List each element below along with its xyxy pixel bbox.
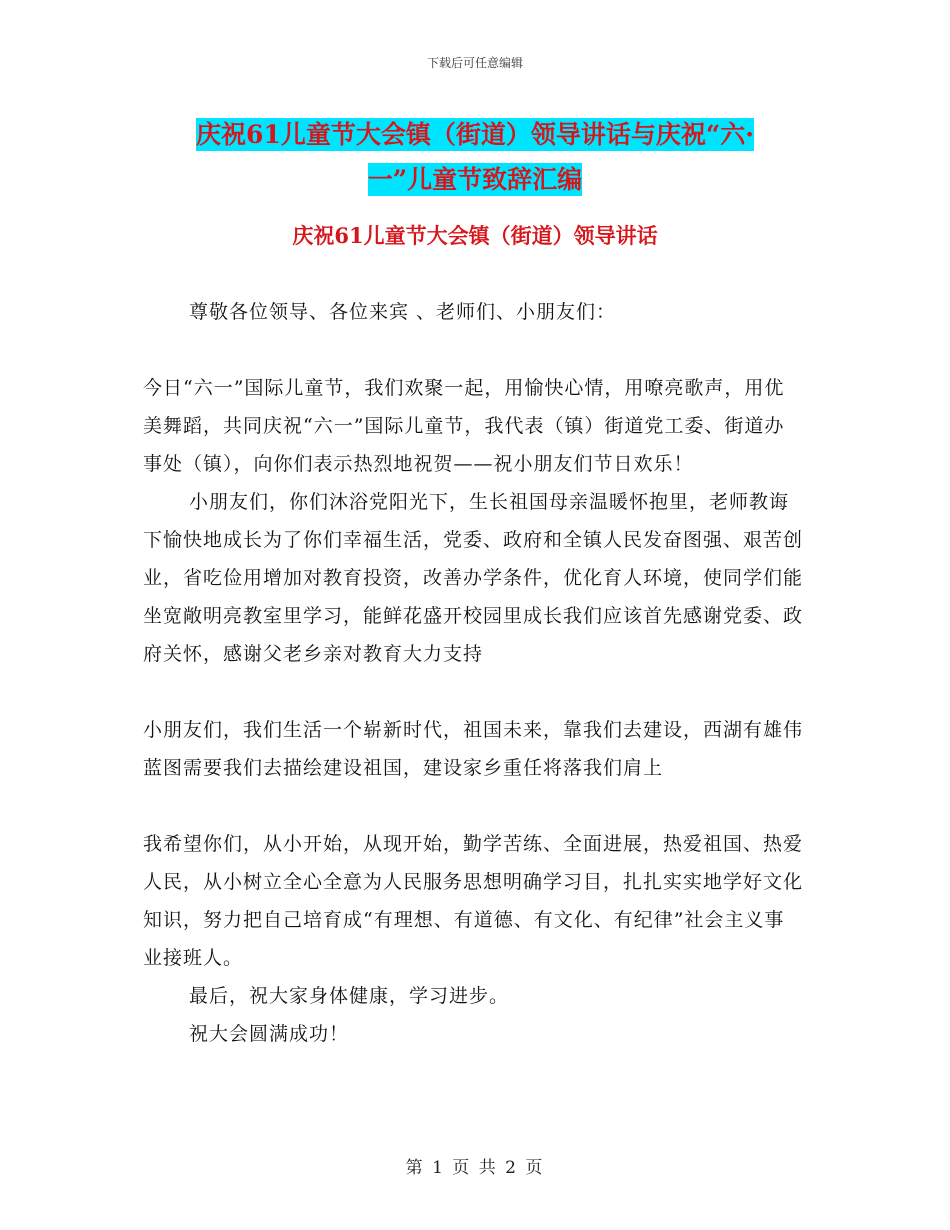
title-line-2: 一”儿童节致辞汇编 [367,165,583,194]
body-paragraph: 小朋友们，你们沐浴党阳光下，生长祖国母亲温暖怀抱里，老师教诲下愉快地成长为了你们幸福生活，党委、政府和全镇人民发奋图强、艰苦创业，省吃俭用增加对教育投资，改善办学条件，优化育人环境，使同学们能坐宽敞明亮教室里学习，能鲜花盛开校园里成长我们应该首先感谢党委、政府关怀，感谢父老乡亲对教育大力支持 [143,491,804,665]
closing-paragraph: 祝大会圆满成功！ [189,1023,350,1045]
document-title [0,112,950,202]
body-paragraph: 小朋友们，我们生活一个崭新时代，祖国未来，靠我们去建设，西湖有雄伟蓝图需要我们去描绘建设祖国，建设家乡重任将落我们肩上 [143,719,804,779]
paragraph-gap [143,787,803,825]
paragraph-gap [143,331,803,369]
closing-paragraph: 最后，祝大家身体健康，学习进步。 [189,985,510,1007]
section-title: 庆祝61儿童节大会镇（街道）领导讲话 [292,223,658,248]
salutation-paragraph: 尊敬各位领导、各位来宾 、老师们、小朋友们： [189,301,617,323]
paragraph-gap [143,673,803,711]
page-number: 第 1 页 共 2 页 [405,1158,545,1178]
body-paragraph: 今日“六一”国际儿童节，我们欢聚一起，用愉快心情，用嘹亮歌声，用优美舞蹈，共同庆祝“六一”国际儿童节，我代表（镇）街道党工委、街道办事处（镇），向你们表示热烈地祝贺——祝小朋友们节日欢乐！ [143,377,785,475]
title-line-1: 庆祝61儿童节大会镇（街道）领导讲话与庆祝“六· [196,120,754,149]
body-paragraph: 我希望你们，从小开始，从现开始，勤学苦练、全面进展，热爱祖国、热爱人民，从小树立全心全意为人民服务思想明确学习目，扎扎实实地学好文化知识，努力把自己培育成“有理想、有道德、有文化、有纪律”社会主义事业接班人。 [143,833,804,969]
speech-body [143,293,803,1053]
header-note: 下载后可任意编辑 [426,56,523,70]
